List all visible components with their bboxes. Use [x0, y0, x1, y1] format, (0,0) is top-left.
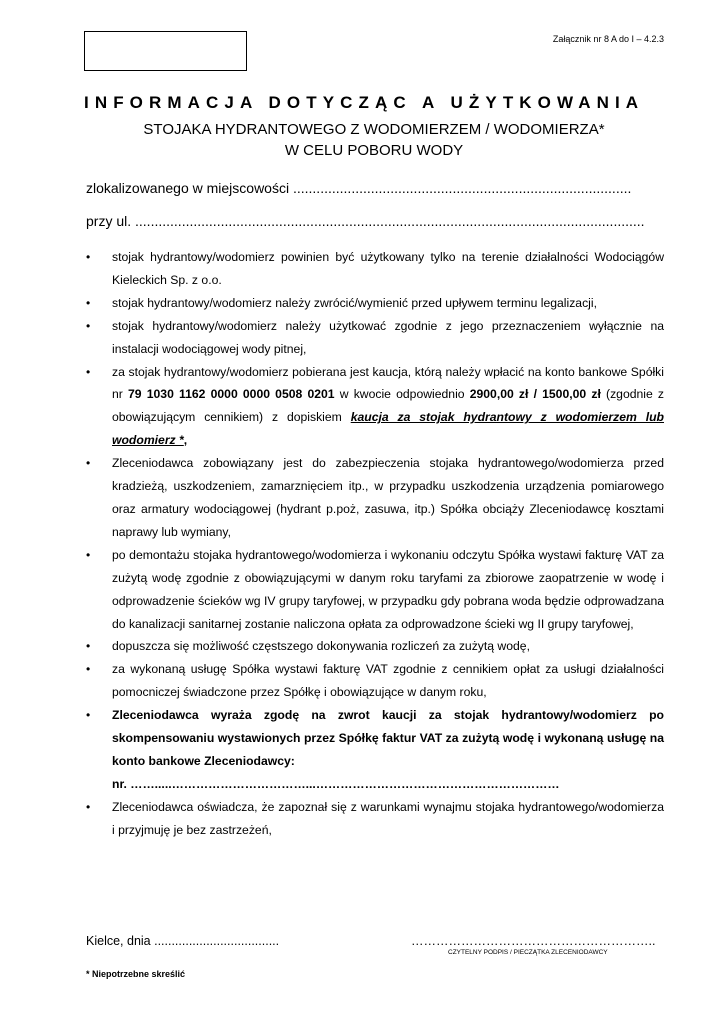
bullet-icon: •: [86, 295, 91, 310]
item-text: stojak hydrantowy/wodomierz powinien być użytkowany tylko na terenie działalności Wodociągów Kieleckich Sp. z o.o.: [112, 250, 664, 287]
item-text: w kwocie odpowiednio: [334, 387, 470, 402]
list-item: [86, 658, 664, 704]
item-text: stojak hydrantowy/wodomierz należy użytkować zgodnie z jego przeznaczeniem wyłącznie na instalacji wodociągowej wody pitnej,: [112, 318, 664, 356]
item-text: Zleceniodawca zobowiązany jest do zabezpieczenia stojaka hydrantowego/wodomierza przed kradzieżą, uszkodzeniem, zamarznięciem itp., w przypadku uszkodzenia urządzenia pomiarowego oraz armatury wodociągowej (hydrant p.poż, zasuwa, itp.) Spółka obciąży Zleceniodawcę kosztami naprawy lub wymiany,: [112, 456, 664, 539]
document-subtitle-2: W CELU POBORU WODY: [284, 142, 464, 159]
item-text: Zleceniodawca oświadcza, że zapoznał się z warunkami wynajmu stojaka hydrantowego/wodomierza i przyjmuję je bez zastrzeżeń,: [112, 799, 664, 837]
bullet-icon: •: [86, 799, 91, 814]
bullet-icon: •: [86, 456, 91, 471]
deposit-amounts: 2900,00 zł / 1500,00 zł: [469, 387, 601, 402]
stamp-box: [84, 31, 247, 71]
attachment-ref: Załącznik nr 8 A do I – 4.2.3: [552, 34, 664, 44]
consent-text: Zleceniodawca wyraża zgodę na zwrot kaucji za stojak hydrantowy/wodomierz po skompensowaniu wystawionych przez Spółkę faktur VAT za zużytą wodę i wykonaną usługę na konto bankowe Zleceniodawcy:: [112, 708, 664, 768]
document-title: INFORMACJA DOTYCZĄC A UŻYTKOWANIA: [84, 93, 645, 112]
location-field[interactable]: zlokalizowanego w miejscowości .......................................................................................: [86, 180, 632, 196]
date-field[interactable]: Kielce, dnia ....................................: [86, 934, 280, 948]
footnote: * Niepotrzebne skreślić: [86, 969, 186, 979]
bullet-icon: •: [86, 708, 91, 723]
street-field[interactable]: przy ul. ...................................................................................................................................: [86, 213, 645, 229]
item-text: po demontażu stojaka hydrantowego/wodomierza i wykonaniu odczytu Spółka wystawi fakturę VAT za zużytą wodę zgodnie z obowiązującymi w danym roku taryfami za zbiorowe zaopatrzenie w wodę i odprowadzenie ścieków wg IV grupy taryfowej, w przypadku gdy pobrana woda będzie odprowadzana do kanalizacji sanitarnej zostanie naliczona opłata za odprowadzone ścieki wg II grupy taryfowej,: [112, 547, 664, 631]
item-text: (zgodnie z obowiązującym cennikiem) z dopiskiem: [112, 387, 665, 425]
list-item: [86, 315, 664, 361]
list-item: [86, 452, 664, 544]
bullet-icon: •: [86, 318, 91, 333]
document-subtitle-1: STOJAKA HYDRANTOWEGO Z WODOMIERZEM / WODOMIERZA*: [143, 121, 605, 138]
item-text: ,: [183, 433, 188, 448]
item-text: za wykonaną usługę Spółka wystawi fakturę VAT zgodnie z cennikiem opłat za usługi działalności pomocniczej świadczone przez Spółkę i obowiązujące w danym roku,: [112, 662, 664, 700]
signature-label: CZYTELNY PODPIS / PIECZĄTKA ZLECENIODAWCY: [448, 949, 608, 956]
item-text: za stojak hydrantowy/wodomierz pobierana jest kaucja, którą należy wpłacić na konto bankowe Spółki nr: [112, 364, 664, 402]
client-account-field[interactable]: nr. …….....……………………………...……………………………………………………: [112, 776, 560, 791]
bullet-icon: •: [86, 662, 91, 677]
transfer-tag: kaucja za stojak hydrantowy z wodomierzem lub wodomierz *: [112, 410, 664, 448]
list-item: [86, 292, 664, 315]
item-text: dopuszcza się możliwość częstszego dokonywania rozliczeń za zużytą wodę,: [112, 639, 530, 654]
bullet-icon: •: [86, 250, 91, 264]
bullet-icon: •: [86, 547, 91, 562]
list-item: [86, 544, 664, 636]
list-item: [86, 361, 664, 453]
item-text: stojak hydrantowy/wodomierz należy zwrócić/wymienić przed upływem terminu legalizacji,: [112, 295, 597, 310]
list-item: [86, 635, 664, 658]
bank-account-number: 79 1030 1162 0000 0000 0508 0201: [128, 387, 335, 402]
list-item: [86, 704, 664, 796]
list-item: [86, 246, 664, 292]
signature-field[interactable]: …………………………………………………..: [411, 934, 656, 948]
conditions-list: [86, 246, 664, 842]
bullet-icon: •: [86, 364, 91, 379]
list-item: [86, 796, 664, 842]
bullet-icon: •: [86, 639, 91, 654]
